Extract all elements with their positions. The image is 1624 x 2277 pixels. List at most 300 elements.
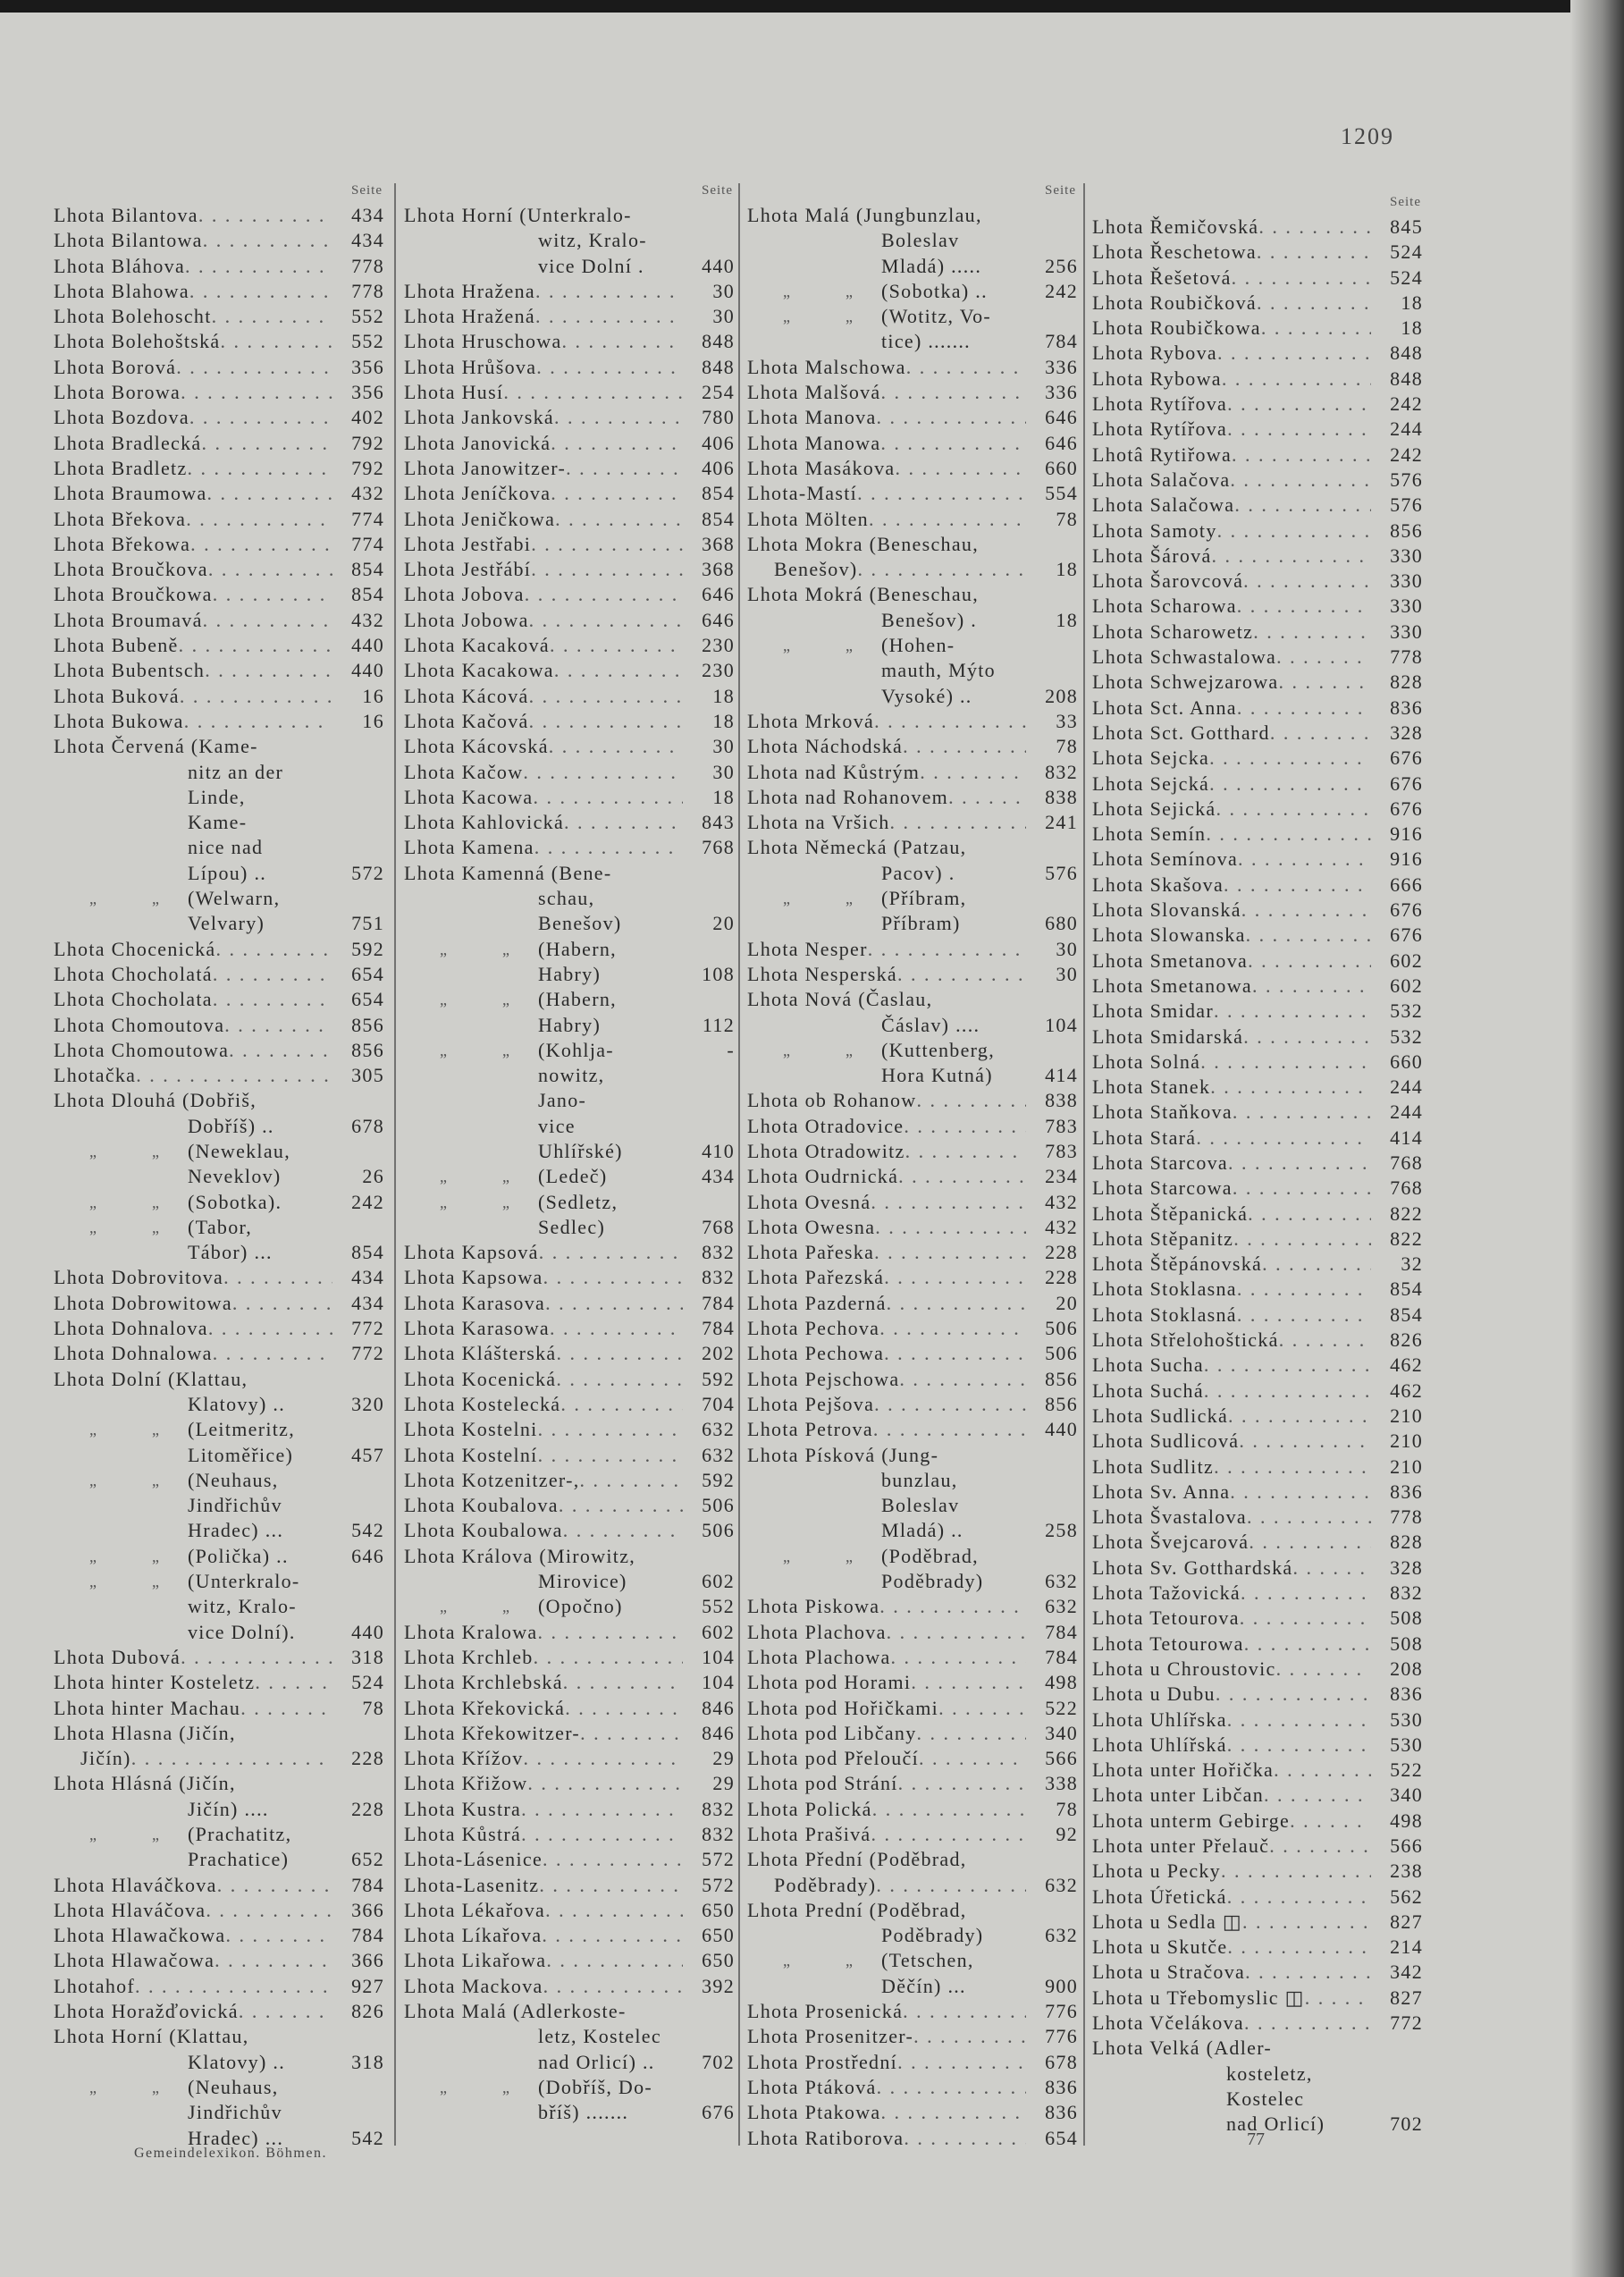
index-entry-continuation bbox=[404, 1063, 735, 1088]
entry-name: nad Orlicí) .. bbox=[538, 2050, 655, 2073]
entry-name: Lhota Sudlicová bbox=[1092, 1429, 1240, 1453]
ditto-mark: „ bbox=[502, 2078, 511, 2096]
index-entry bbox=[1092, 847, 1423, 872]
entry-name: Lhota Buková bbox=[54, 684, 180, 707]
entry-page: 778 bbox=[351, 279, 384, 302]
entry-name: Lhota Hlásná (Jičín, bbox=[54, 1772, 236, 1795]
entry-page: 228 bbox=[351, 1797, 384, 1820]
entry-page bbox=[332, 1367, 384, 1392]
index-entry bbox=[1092, 1708, 1423, 1733]
index-entry bbox=[54, 582, 384, 607]
index-entry bbox=[404, 405, 735, 430]
entry-name: Lhota Bubentsch bbox=[54, 659, 206, 682]
entry-name: Lhota Staňkova bbox=[1092, 1101, 1233, 1124]
entry-page bbox=[683, 2075, 735, 2100]
entry-name: nitz an der bbox=[188, 760, 284, 783]
entry-name: Lhota Křekowitzer- bbox=[404, 1721, 581, 1744]
entry-name: Lhota Rytířova bbox=[1092, 417, 1228, 441]
entry-page: 30 bbox=[712, 279, 735, 302]
entry-name: (Welwarn, bbox=[188, 887, 281, 910]
entry-page: 778 bbox=[1390, 1505, 1423, 1529]
index-entry bbox=[1092, 1960, 1423, 1985]
entry-name: Neveklov) bbox=[188, 1165, 282, 1188]
entry-name: Lhota pod Horami bbox=[747, 1671, 912, 1694]
entry-page: 836 bbox=[1045, 2075, 1078, 2098]
index-entry bbox=[54, 734, 384, 759]
index-entry bbox=[404, 1341, 735, 1366]
entry-page bbox=[683, 1190, 735, 1215]
entry-page bbox=[1026, 582, 1078, 607]
entry-name: Lhota Krchlebská bbox=[404, 1671, 563, 1694]
entry-page bbox=[1026, 987, 1078, 1012]
entry-name: nice nad bbox=[188, 836, 264, 859]
ditto-mark: „ bbox=[152, 1573, 161, 1591]
index-entry bbox=[54, 658, 384, 683]
entry-page: 592 bbox=[702, 1468, 735, 1491]
entry-page bbox=[683, 1544, 735, 1569]
index-entry bbox=[1092, 1075, 1423, 1100]
entry-page: 498 bbox=[1390, 1809, 1423, 1832]
index-entry bbox=[404, 1898, 735, 1923]
index-entry-continuation bbox=[54, 1139, 384, 1164]
index-entry-continuation bbox=[404, 2050, 735, 2075]
entry-name: (Ledeč) bbox=[538, 1165, 608, 1188]
entry-page bbox=[1026, 886, 1078, 911]
index-entry bbox=[747, 2024, 1078, 2049]
index-entry bbox=[404, 1948, 735, 1973]
index-entry bbox=[54, 1999, 384, 2024]
entry-name: Kostelec bbox=[1226, 2087, 1305, 2110]
ditto-mark: „ bbox=[152, 2078, 161, 2096]
index-entry bbox=[1092, 1733, 1423, 1758]
entry-page: 792 bbox=[351, 431, 384, 454]
entry-page: 392 bbox=[702, 1974, 735, 1997]
entry-page: 16 bbox=[362, 684, 384, 707]
index-entry bbox=[54, 481, 384, 506]
entry-page: 704 bbox=[702, 1392, 735, 1415]
entry-page: 832 bbox=[1390, 1581, 1423, 1605]
entry-name: Lhota Prosenitzer- bbox=[747, 2025, 914, 2048]
index-entry-continuation bbox=[747, 1013, 1078, 1038]
entry-name: (Prachatitz, bbox=[188, 1823, 292, 1845]
index-entry bbox=[747, 1215, 1078, 1240]
entry-name: Lhota Štěpanická bbox=[1092, 1202, 1249, 1225]
index-entry bbox=[1092, 1530, 1423, 1555]
entry-page: 751 bbox=[351, 912, 384, 935]
entry-page bbox=[1026, 1493, 1078, 1518]
index-entry bbox=[747, 2075, 1078, 2100]
ditto-mark: „ bbox=[502, 1041, 511, 1059]
entry-name: (Sobotka) .. bbox=[881, 279, 988, 302]
ditto-mark: „ bbox=[152, 1218, 161, 1236]
index-entry-continuation bbox=[54, 2050, 384, 2075]
index-column-2 bbox=[404, 183, 735, 2126]
index-entry bbox=[404, 861, 735, 886]
entry-page: 680 bbox=[1045, 912, 1078, 935]
entry-name: Lhota Pařezská bbox=[747, 1266, 885, 1289]
entry-page: 318 bbox=[351, 1645, 384, 1668]
entry-name: bříš) ....... bbox=[538, 2101, 629, 2124]
entry-name: Sedlec) bbox=[538, 1215, 606, 1238]
entry-name: Lhota u Pecky bbox=[1092, 1860, 1221, 1883]
ditto-mark: „ bbox=[440, 1041, 449, 1059]
entry-page: 228 bbox=[1045, 1266, 1078, 1289]
ditto-mark: „ bbox=[502, 1598, 511, 1616]
ditto-mark: „ bbox=[783, 308, 792, 326]
entry-name: Lhota Sejcká bbox=[1092, 772, 1210, 795]
index-entry-continuation bbox=[404, 1215, 735, 1240]
entry-name: Lhota u Skutče bbox=[1092, 1935, 1228, 1959]
entry-page: 440 bbox=[351, 659, 384, 682]
index-entry-continuation bbox=[54, 835, 384, 860]
entry-page bbox=[332, 734, 384, 759]
entry-name: Lhota unter Libčan bbox=[1092, 1784, 1264, 1807]
entry-page: 78 bbox=[1056, 1797, 1078, 1820]
index-entry-continuation bbox=[747, 1468, 1078, 1493]
entry-name: Lhota Plachowa bbox=[747, 1645, 891, 1668]
index-entry bbox=[54, 709, 384, 734]
entry-name: Lhota Stará bbox=[1092, 1126, 1197, 1149]
entry-name: Lhota Kustra bbox=[404, 1797, 522, 1820]
entry-page: 406 bbox=[702, 431, 735, 454]
entry-name: Lhota Pejšova bbox=[747, 1392, 875, 1415]
entry-page: 414 bbox=[1390, 1126, 1423, 1149]
ditto-mark: „ bbox=[440, 991, 449, 1009]
index-entry bbox=[747, 1670, 1078, 1695]
ditto-mark: „ bbox=[440, 940, 449, 958]
index-entry-continuation bbox=[404, 1088, 735, 1113]
entry-name: Prachatice) bbox=[188, 1848, 290, 1871]
ditto-mark: „ bbox=[152, 1421, 161, 1439]
entry-name: Lhota-Mastí bbox=[747, 482, 858, 505]
entry-page: 776 bbox=[1045, 2025, 1078, 2048]
entry-name: Lhota Křižow bbox=[404, 1772, 528, 1795]
entry-page bbox=[332, 785, 384, 810]
entry-name: (Opočno) bbox=[538, 1595, 623, 1618]
index-entry-continuation bbox=[404, 2075, 735, 2100]
entry-name: Lhota Dobrowitowa bbox=[54, 1291, 232, 1314]
entry-page: 432 bbox=[1045, 1190, 1078, 1213]
entry-name: Lhota Borová bbox=[54, 355, 177, 378]
entry-page: 434 bbox=[351, 1266, 384, 1289]
entry-name: Lhota Sucha bbox=[1092, 1354, 1204, 1377]
index-entry-continuation bbox=[54, 911, 384, 936]
entry-name: Lhota Bilantova bbox=[54, 204, 198, 226]
entry-name: Lhota Kralowa bbox=[404, 1620, 538, 1643]
entry-page: 20 bbox=[1056, 1291, 1078, 1314]
entry-page: 554 bbox=[1045, 482, 1078, 505]
entry-page: 854 bbox=[351, 558, 384, 581]
entry-page: 792 bbox=[351, 456, 384, 479]
index-entry-continuation bbox=[747, 861, 1078, 886]
index-entry bbox=[747, 1392, 1078, 1417]
entry-name: Lhota Klášterská bbox=[404, 1342, 557, 1365]
index-entry bbox=[1092, 594, 1423, 619]
entry-name: Lhota Kocenická bbox=[404, 1367, 557, 1390]
ditto-mark: „ bbox=[152, 1471, 161, 1489]
index-entry-continuation bbox=[54, 1569, 384, 1594]
index-entry bbox=[747, 1341, 1078, 1366]
index-entry bbox=[747, 1443, 1078, 1468]
entry-name: Lhota Křížov bbox=[404, 1747, 524, 1770]
entry-name: Lhota Koubalova bbox=[404, 1494, 559, 1517]
index-entry-continuation bbox=[747, 684, 1078, 709]
entry-name: (Leitmeritz, bbox=[188, 1418, 296, 1441]
entry-name: nowitz, bbox=[538, 1064, 605, 1087]
entry-page: 244 bbox=[1390, 417, 1423, 441]
entry-page: 562 bbox=[1390, 1885, 1423, 1908]
entry-page bbox=[1026, 1544, 1078, 1569]
index-entry-continuation bbox=[747, 228, 1078, 253]
entry-page: 602 bbox=[1390, 974, 1423, 997]
index-entry-continuation bbox=[54, 1847, 384, 1872]
index-column-1 bbox=[54, 183, 384, 2151]
index-entry-continuation bbox=[1092, 2062, 1423, 2087]
entry-name: Lhota Štěpánovská bbox=[1092, 1252, 1263, 1276]
entry-name: Lhota Kapsová bbox=[404, 1241, 539, 1264]
index-entry bbox=[1092, 1151, 1423, 1176]
entry-page: 654 bbox=[351, 988, 384, 1011]
index-entry-continuation bbox=[747, 1518, 1078, 1543]
index-entry bbox=[747, 937, 1078, 962]
ditto-mark: „ bbox=[89, 890, 98, 908]
entry-name: Lhota Roubičkowa bbox=[1092, 316, 1261, 340]
index-entry bbox=[747, 355, 1078, 380]
index-entry bbox=[54, 329, 384, 354]
entry-name: Lhota Kacakowa bbox=[404, 659, 554, 682]
index-entry bbox=[54, 684, 384, 709]
index-entry bbox=[1092, 1556, 1423, 1581]
index-entry bbox=[404, 304, 735, 329]
ditto-mark: „ bbox=[502, 1193, 511, 1211]
entry-name: Lípou) .. bbox=[188, 861, 267, 884]
entry-name: Lhota Kostelecká bbox=[404, 1392, 561, 1415]
scan-border-top bbox=[0, 0, 1624, 13]
entry-name: nad Orlicí) bbox=[1226, 2113, 1325, 2136]
entry-page: 328 bbox=[1390, 1556, 1423, 1579]
entry-page: 856 bbox=[351, 1038, 384, 1061]
index-entry bbox=[1092, 898, 1423, 923]
ditto-mark: „ bbox=[846, 637, 854, 655]
entry-name: Lhota Starcova bbox=[1092, 1151, 1228, 1174]
ditto-mark: „ bbox=[89, 1547, 98, 1565]
index-entry-continuation bbox=[54, 1746, 384, 1771]
entry-name: Jičín) .... bbox=[188, 1797, 269, 1820]
index-entry bbox=[1092, 468, 1423, 493]
index-entry bbox=[1092, 1025, 1423, 1050]
entry-page: 843 bbox=[702, 811, 735, 834]
entry-name: Hradec) ... bbox=[188, 2126, 284, 2149]
entry-page: 330 bbox=[1390, 544, 1423, 567]
entry-page: 368 bbox=[702, 558, 735, 581]
index-entry-continuation bbox=[404, 228, 735, 253]
entry-page: 508 bbox=[1390, 1607, 1423, 1630]
entry-page: 828 bbox=[1390, 670, 1423, 694]
entry-page: 654 bbox=[351, 962, 384, 985]
index-entry bbox=[1092, 417, 1423, 442]
index-entry-continuation bbox=[54, 1164, 384, 1189]
index-entry bbox=[747, 987, 1078, 1012]
entry-name: Příbram) bbox=[881, 912, 961, 935]
index-entry-continuation bbox=[54, 810, 384, 835]
index-entry bbox=[1092, 620, 1423, 645]
ditto-mark: „ bbox=[783, 282, 792, 300]
entry-name: Benešov) . bbox=[881, 608, 978, 631]
entry-name: Jano- bbox=[538, 1089, 587, 1112]
index-entry-continuation bbox=[404, 886, 735, 911]
index-entry bbox=[54, 1367, 384, 1392]
entry-page bbox=[683, 2024, 735, 2049]
entry-page: 632 bbox=[1045, 1595, 1078, 1618]
entry-page: 340 bbox=[1390, 1784, 1423, 1807]
entry-page: 32 bbox=[1401, 1252, 1423, 1276]
index-entry bbox=[747, 1088, 1078, 1113]
entry-name: Lhota Horní (Klattau, bbox=[54, 2025, 249, 2048]
entry-page: 210 bbox=[1390, 1404, 1423, 1427]
index-entry-continuation bbox=[54, 1822, 384, 1847]
entry-name: Kame- bbox=[188, 811, 248, 834]
entry-page: 836 bbox=[1390, 1682, 1423, 1706]
entry-name: Lhota Hrůšova bbox=[404, 355, 537, 378]
entry-name: Lhota Semínova bbox=[1092, 848, 1239, 871]
entry-name: Lhota u Dubu bbox=[1092, 1682, 1216, 1706]
entry-page: 29 bbox=[712, 1772, 735, 1795]
entry-name: Jičín) bbox=[80, 1747, 131, 1770]
entry-name: Lhota Ptáková bbox=[747, 2075, 877, 2098]
ditto-mark: „ bbox=[502, 1168, 511, 1186]
ditto-mark: „ bbox=[440, 1598, 449, 1616]
index-entry-continuation bbox=[54, 2100, 384, 2125]
entry-page bbox=[1026, 835, 1078, 860]
seite-header: Seite bbox=[702, 183, 733, 198]
entry-page: 30 bbox=[712, 305, 735, 328]
index-entry-continuation bbox=[747, 304, 1078, 329]
entry-name: Lhota Malá (Jungbunzlau, bbox=[747, 204, 982, 226]
index-entry bbox=[1092, 1126, 1423, 1151]
entry-name: Jindřichův bbox=[188, 2101, 282, 2124]
ditto-mark: „ bbox=[783, 1952, 792, 1970]
index-entry bbox=[1092, 1682, 1423, 1707]
entry-name: Lhota Chocenická bbox=[54, 937, 216, 960]
entry-name: bunzlau, bbox=[881, 1468, 958, 1491]
entry-page: 854 bbox=[351, 1241, 384, 1264]
entry-name: Lhota Sejcka bbox=[1092, 746, 1210, 770]
index-entry-continuation bbox=[54, 1392, 384, 1417]
index-entry bbox=[1092, 822, 1423, 847]
index-entry bbox=[404, 1873, 735, 1898]
entry-name: Lhota Křekovická bbox=[404, 1696, 566, 1719]
entry-name: Lhota Scharowa bbox=[1092, 595, 1237, 618]
entry-page: 916 bbox=[1390, 822, 1423, 846]
seite-header: Seite bbox=[1045, 183, 1076, 198]
entry-page: 632 bbox=[1045, 1924, 1078, 1947]
entry-page: 112 bbox=[702, 1013, 735, 1036]
index-entry bbox=[1092, 670, 1423, 695]
index-entry bbox=[54, 279, 384, 304]
entry-page: 244 bbox=[1390, 1075, 1423, 1099]
entry-page bbox=[1026, 203, 1078, 228]
entry-name: (Wotitz, Vo- bbox=[881, 305, 992, 328]
entry-page bbox=[683, 886, 735, 911]
entry-page bbox=[683, 937, 735, 962]
index-entry bbox=[1092, 923, 1423, 948]
index-entry bbox=[747, 835, 1078, 860]
entry-page: 678 bbox=[351, 1114, 384, 1137]
entry-name: Lhota Úřetická bbox=[1092, 1885, 1227, 1908]
index-entry bbox=[1092, 1176, 1423, 1201]
entry-name: Lhota Nesper bbox=[747, 937, 868, 960]
entry-page bbox=[332, 835, 384, 860]
entry-name: Lhota Masákova bbox=[747, 456, 896, 479]
entry-page: 784 bbox=[1045, 1620, 1078, 1643]
index-entry bbox=[404, 1291, 735, 1316]
entry-page: 576 bbox=[1390, 468, 1423, 491]
entry-name: Lhota Tažovická bbox=[1092, 1581, 1241, 1605]
entry-name: Lhota Scharowetz bbox=[1092, 620, 1254, 643]
entry-name: Lhota unter Hořička bbox=[1092, 1758, 1275, 1782]
entry-name: Lhota Samoty bbox=[1092, 519, 1217, 542]
entry-name: Lhota Stoklasna bbox=[1092, 1278, 1237, 1301]
entry-name: Lhota Manowa bbox=[747, 431, 881, 454]
entry-name: Lhota Nová (Časlau, bbox=[747, 988, 933, 1011]
index-entry bbox=[1092, 1657, 1423, 1682]
entry-name: Lhota Sudlická bbox=[1092, 1404, 1229, 1427]
index-entry bbox=[54, 1948, 384, 1973]
index-entry bbox=[747, 1164, 1078, 1189]
entry-name: Lhota nad Rohanovem bbox=[747, 785, 949, 808]
entry-name: (Příbram, bbox=[881, 887, 967, 910]
entry-name: Lhota Hruschowa bbox=[404, 330, 562, 353]
entry-name: Vysoké) .. bbox=[881, 684, 972, 707]
entry-page: 676 bbox=[1390, 772, 1423, 795]
entry-name: (Kuttenberg, bbox=[881, 1038, 995, 1061]
index-entry-continuation bbox=[404, 987, 735, 1012]
entry-page: 208 bbox=[1045, 684, 1078, 707]
index-entry-continuation bbox=[404, 254, 735, 279]
entry-name: Boleslav bbox=[881, 1494, 960, 1517]
entry-page: 208 bbox=[1390, 1657, 1423, 1680]
index-entry bbox=[747, 405, 1078, 430]
entry-name: Lhota Bilantowa bbox=[54, 229, 203, 252]
index-entry bbox=[747, 1721, 1078, 1746]
ditto-mark: „ bbox=[89, 1573, 98, 1591]
entry-page: 318 bbox=[351, 2050, 384, 2073]
index-entry bbox=[747, 1417, 1078, 1442]
entry-page: 848 bbox=[1390, 342, 1423, 365]
index-entry bbox=[404, 481, 735, 506]
entry-name: Lhota Starcowa bbox=[1092, 1176, 1233, 1200]
entry-page: 678 bbox=[1045, 2050, 1078, 2073]
entry-name: Mirovice) bbox=[538, 1570, 627, 1593]
ditto-mark: „ bbox=[846, 1547, 854, 1565]
entry-page: 632 bbox=[702, 1418, 735, 1441]
entry-name: Lhota Smetanova bbox=[1092, 949, 1249, 972]
column-divider bbox=[738, 183, 740, 2146]
entry-page: 18 bbox=[1056, 558, 1078, 581]
entry-name: Lhota hinter Kosteletz bbox=[54, 1671, 256, 1694]
entry-name: Lhota Jeničkowa bbox=[404, 507, 556, 530]
entry-page: 838 bbox=[1045, 785, 1078, 808]
entry-name: Lhota Slovanská bbox=[1092, 898, 1241, 922]
entry-name: Lhota Karasova bbox=[404, 1291, 546, 1314]
entry-page bbox=[1026, 1468, 1078, 1493]
entry-page: 330 bbox=[1390, 569, 1423, 593]
page-number: 1209 bbox=[1341, 123, 1394, 149]
ditto-mark: „ bbox=[440, 1168, 449, 1186]
entry-name: Lhota Broumavá bbox=[54, 608, 203, 631]
index-entry bbox=[1092, 1353, 1423, 1378]
column-divider bbox=[394, 183, 396, 2146]
